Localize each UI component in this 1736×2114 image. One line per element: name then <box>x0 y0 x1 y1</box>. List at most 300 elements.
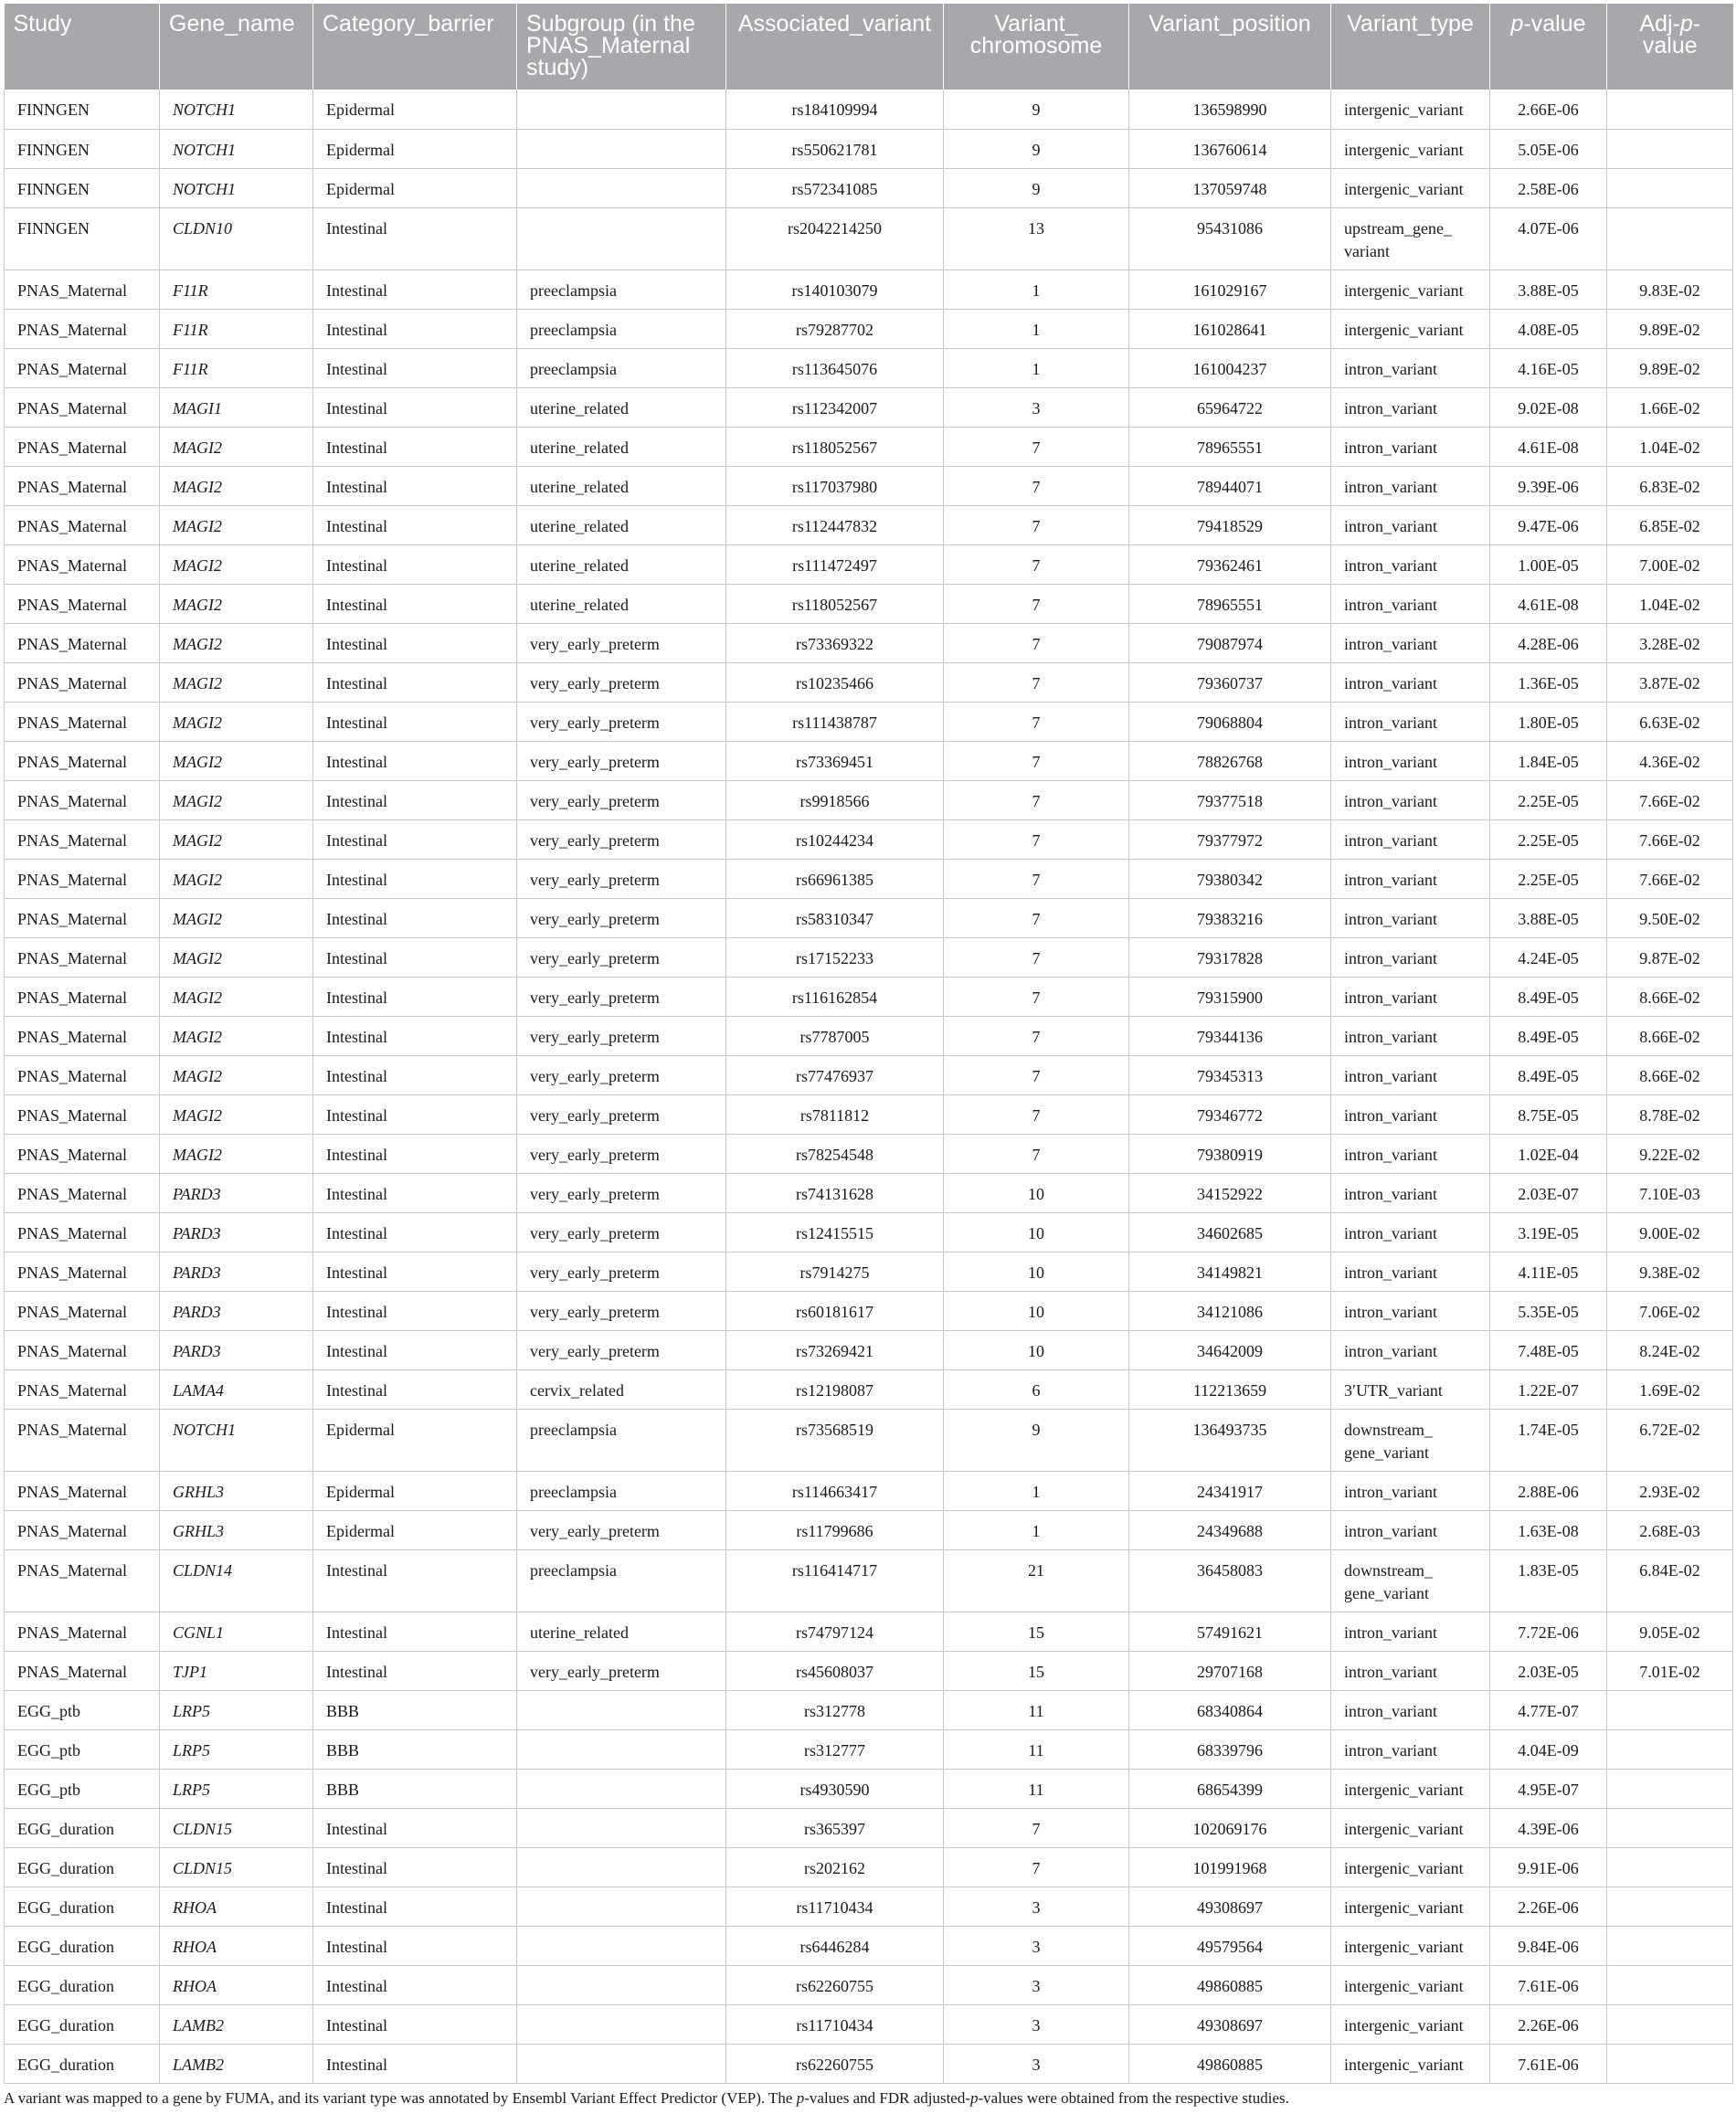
cell-subgroup <box>517 90 726 129</box>
cell-p-value: 3.19E-05 <box>1490 1212 1607 1252</box>
table-row <box>5 2044 1733 2083</box>
cell-variant-chromosome: 11 <box>944 1769 1129 1808</box>
cell-adj-p-value: 8.66E-02 <box>1607 1055 1733 1094</box>
cell-subgroup: very_early_preterm <box>517 1094 726 1134</box>
cell-associated-variant: rs117037980 <box>726 466 944 505</box>
cell-variant-type: intron_variant <box>1331 1651 1490 1690</box>
cell-variant-position: 161028641 <box>1129 309 1331 348</box>
cell-subgroup: very_early_preterm <box>517 741 726 780</box>
cell-gene-name: F11R <box>160 309 313 348</box>
cell-variant-position: 79068804 <box>1129 702 1331 741</box>
cell-p-value: 4.07E-06 <box>1490 207 1607 270</box>
cell-gene-name: PARD3 <box>160 1330 313 1369</box>
cell-adj-p-value: 7.10E-03 <box>1607 1173 1733 1212</box>
cell-p-value: 4.61E-08 <box>1490 584 1607 623</box>
cell-category-barrier: BBB <box>313 1690 517 1729</box>
cell-subgroup: very_early_preterm <box>517 702 726 741</box>
cell-variant-position: 29707168 <box>1129 1651 1331 1690</box>
cell-variant-chromosome: 3 <box>944 2004 1129 2044</box>
cell-variant-position: 78944071 <box>1129 466 1331 505</box>
cell-subgroup: uterine_related <box>517 505 726 544</box>
cell-p-value: 9.39E-06 <box>1490 466 1607 505</box>
cell-p-value: 7.61E-06 <box>1490 2044 1607 2083</box>
cell-gene-name: LRP5 <box>160 1769 313 1808</box>
cell-adj-p-value: 4.36E-02 <box>1607 741 1733 780</box>
cell-variant-chromosome: 7 <box>944 544 1129 584</box>
cell-category-barrier: Intestinal <box>313 1134 517 1173</box>
cell-subgroup: uterine_related <box>517 1612 726 1651</box>
cell-adj-p-value: 3.87E-02 <box>1607 662 1733 702</box>
cell-associated-variant: rs312777 <box>726 1729 944 1769</box>
cell-subgroup <box>517 1769 726 1808</box>
cell-variant-type: intron_variant <box>1331 1252 1490 1291</box>
cell-associated-variant: rs572341085 <box>726 168 944 207</box>
cell-gene-name: NOTCH1 <box>160 1409 313 1471</box>
table-row <box>5 662 1733 702</box>
cell-variant-position: 95431086 <box>1129 207 1331 270</box>
variant-table-container <box>4 4 1732 2084</box>
cell-study: PNAS_Maternal <box>5 1212 160 1252</box>
cell-p-value: 8.49E-05 <box>1490 977 1607 1016</box>
cell-variant-chromosome: 7 <box>944 977 1129 1016</box>
cell-category-barrier: Intestinal <box>313 1847 517 1887</box>
cell-variant-position: 65964722 <box>1129 387 1331 427</box>
cell-subgroup <box>517 2044 726 2083</box>
cell-subgroup <box>517 168 726 207</box>
footnote-part-3: -values were obtained from the respective studies. <box>978 2089 1289 2107</box>
cell-study: FINNGEN <box>5 168 160 207</box>
cell-gene-name: MAGI2 <box>160 662 313 702</box>
table-row <box>5 1612 1733 1651</box>
cell-variant-chromosome: 11 <box>944 1690 1129 1729</box>
cell-study: PNAS_Maternal <box>5 819 160 859</box>
cell-associated-variant: rs112342007 <box>726 387 944 427</box>
cell-category-barrier: Intestinal <box>313 937 517 977</box>
cell-gene-name: LAMA4 <box>160 1369 313 1409</box>
cell-subgroup <box>517 2004 726 2044</box>
table-row <box>5 1369 1733 1409</box>
cell-p-value: 7.72E-06 <box>1490 1612 1607 1651</box>
cell-variant-chromosome: 7 <box>944 1808 1129 1847</box>
cell-adj-p-value: 9.87E-02 <box>1607 937 1733 977</box>
cell-adj-p-value: 1.66E-02 <box>1607 387 1733 427</box>
cell-p-value: 1.74E-05 <box>1490 1409 1607 1471</box>
cell-adj-p-value: 1.04E-02 <box>1607 584 1733 623</box>
cell-adj-p-value <box>1607 207 1733 270</box>
cell-gene-name: PARD3 <box>160 1173 313 1212</box>
cell-associated-variant: rs62260755 <box>726 2044 944 2083</box>
cell-study: PNAS_Maternal <box>5 859 160 898</box>
cell-associated-variant: rs66961385 <box>726 859 944 898</box>
cell-associated-variant: rs10235466 <box>726 662 944 702</box>
cell-variant-type: intergenic_variant <box>1331 1926 1490 1965</box>
cell-variant-type: 3′UTR_variant <box>1331 1369 1490 1409</box>
cell-gene-name: MAGI2 <box>160 544 313 584</box>
cell-p-value: 5.35E-05 <box>1490 1291 1607 1330</box>
cell-variant-position: 68654399 <box>1129 1769 1331 1808</box>
table-row <box>5 1549 1733 1612</box>
cell-associated-variant: rs116414717 <box>726 1549 944 1612</box>
cell-adj-p-value: 8.66E-02 <box>1607 1016 1733 1055</box>
cell-subgroup: uterine_related <box>517 544 726 584</box>
cell-adj-p-value <box>1607 2044 1733 2083</box>
cell-study: EGG_duration <box>5 1887 160 1926</box>
cell-adj-p-value: 7.06E-02 <box>1607 1291 1733 1330</box>
cell-variant-type: intron_variant <box>1331 819 1490 859</box>
cell-adj-p-value <box>1607 1690 1733 1729</box>
cell-variant-type: downstream_ gene_variant <box>1331 1549 1490 1612</box>
cell-category-barrier: Intestinal <box>313 1016 517 1055</box>
cell-associated-variant: rs118052567 <box>726 584 944 623</box>
cell-subgroup: very_early_preterm <box>517 623 726 662</box>
cell-gene-name: MAGI2 <box>160 466 313 505</box>
cell-subgroup: preeclampsia <box>517 309 726 348</box>
table-row <box>5 1965 1733 2004</box>
cell-variant-position: 79418529 <box>1129 505 1331 544</box>
cell-gene-name: GRHL3 <box>160 1471 313 1510</box>
cell-study: EGG_duration <box>5 2004 160 2044</box>
cell-variant-position: 79315900 <box>1129 977 1331 1016</box>
cell-adj-p-value: 6.63E-02 <box>1607 702 1733 741</box>
cell-p-value: 4.95E-07 <box>1490 1769 1607 1808</box>
header-associated-variant: Associated_variant <box>726 4 944 90</box>
table-row <box>5 623 1733 662</box>
cell-associated-variant: rs140103079 <box>726 270 944 309</box>
cell-p-value: 1.83E-05 <box>1490 1549 1607 1612</box>
cell-study: EGG_duration <box>5 1965 160 2004</box>
cell-associated-variant: rs114663417 <box>726 1471 944 1510</box>
cell-category-barrier: Intestinal <box>313 1291 517 1330</box>
cell-associated-variant: rs2042214250 <box>726 207 944 270</box>
table-row <box>5 207 1733 270</box>
cell-p-value: 2.25E-05 <box>1490 780 1607 819</box>
cell-study: FINNGEN <box>5 129 160 168</box>
cell-variant-position: 78965551 <box>1129 427 1331 466</box>
cell-subgroup: very_early_preterm <box>517 898 726 937</box>
cell-variant-type: upstream_gene_ variant <box>1331 207 1490 270</box>
cell-category-barrier: Intestinal <box>313 1330 517 1369</box>
cell-variant-chromosome: 7 <box>944 1094 1129 1134</box>
table-row <box>5 505 1733 544</box>
cell-variant-chromosome: 10 <box>944 1291 1129 1330</box>
footnote-p-1: p <box>796 2089 805 2107</box>
cell-subgroup: very_early_preterm <box>517 1055 726 1094</box>
cell-variant-chromosome: 1 <box>944 1510 1129 1549</box>
cell-variant-chromosome: 7 <box>944 780 1129 819</box>
cell-subgroup: very_early_preterm <box>517 1252 726 1291</box>
cell-variant-chromosome: 7 <box>944 662 1129 702</box>
cell-variant-type: intron_variant <box>1331 348 1490 387</box>
cell-variant-type: intron_variant <box>1331 1729 1490 1769</box>
cell-gene-name: NOTCH1 <box>160 168 313 207</box>
cell-variant-position: 79344136 <box>1129 1016 1331 1055</box>
cell-gene-name: LAMB2 <box>160 2004 313 2044</box>
cell-category-barrier: Epidermal <box>313 1409 517 1471</box>
cell-category-barrier: Epidermal <box>313 129 517 168</box>
cell-subgroup: preeclampsia <box>517 1549 726 1612</box>
cell-variant-chromosome: 10 <box>944 1252 1129 1291</box>
cell-adj-p-value: 2.93E-02 <box>1607 1471 1733 1510</box>
cell-study: PNAS_Maternal <box>5 1510 160 1549</box>
cell-variant-position: 79346772 <box>1129 1094 1331 1134</box>
cell-category-barrier: Intestinal <box>313 1612 517 1651</box>
cell-variant-type: intron_variant <box>1331 1612 1490 1651</box>
cell-study: PNAS_Maternal <box>5 741 160 780</box>
cell-variant-type: intron_variant <box>1331 1212 1490 1252</box>
cell-associated-variant: rs73369322 <box>726 623 944 662</box>
cell-adj-p-value: 9.83E-02 <box>1607 270 1733 309</box>
cell-adj-p-value: 1.69E-02 <box>1607 1369 1733 1409</box>
cell-variant-chromosome: 3 <box>944 1965 1129 2004</box>
table-row <box>5 1847 1733 1887</box>
cell-variant-position: 57491621 <box>1129 1612 1331 1651</box>
cell-category-barrier: Intestinal <box>313 348 517 387</box>
cell-associated-variant: rs12415515 <box>726 1212 944 1252</box>
cell-category-barrier: Intestinal <box>313 387 517 427</box>
cell-p-value: 2.26E-06 <box>1490 1887 1607 1926</box>
cell-subgroup: uterine_related <box>517 584 726 623</box>
cell-category-barrier: Intestinal <box>313 1369 517 1409</box>
cell-subgroup: very_early_preterm <box>517 1291 726 1330</box>
cell-associated-variant: rs10244234 <box>726 819 944 859</box>
cell-variant-position: 79360737 <box>1129 662 1331 702</box>
cell-subgroup: very_early_preterm <box>517 1330 726 1369</box>
cell-variant-type: intergenic_variant <box>1331 309 1490 348</box>
cell-variant-position: 79380342 <box>1129 859 1331 898</box>
cell-gene-name: CLDN14 <box>160 1549 313 1612</box>
cell-subgroup: very_early_preterm <box>517 1212 726 1252</box>
cell-variant-type: intron_variant <box>1331 623 1490 662</box>
cell-subgroup <box>517 207 726 270</box>
cell-variant-type: intergenic_variant <box>1331 270 1490 309</box>
cell-variant-chromosome: 10 <box>944 1173 1129 1212</box>
cell-associated-variant: rs312778 <box>726 1690 944 1729</box>
cell-gene-name: LRP5 <box>160 1729 313 1769</box>
cell-category-barrier: Intestinal <box>313 1965 517 2004</box>
cell-study: FINNGEN <box>5 90 160 129</box>
cell-gene-name: LAMB2 <box>160 2044 313 2083</box>
cell-associated-variant: rs9918566 <box>726 780 944 819</box>
cell-study: PNAS_Maternal <box>5 977 160 1016</box>
cell-study: EGG_duration <box>5 2044 160 2083</box>
cell-category-barrier: Intestinal <box>313 544 517 584</box>
cell-study: PNAS_Maternal <box>5 1330 160 1369</box>
cell-adj-p-value <box>1607 129 1733 168</box>
cell-variant-chromosome: 10 <box>944 1330 1129 1369</box>
cell-variant-position: 79345313 <box>1129 1055 1331 1094</box>
cell-associated-variant: rs112447832 <box>726 505 944 544</box>
cell-category-barrier: Intestinal <box>313 741 517 780</box>
cell-subgroup: preeclampsia <box>517 270 726 309</box>
cell-p-value: 4.11E-05 <box>1490 1252 1607 1291</box>
cell-gene-name: RHOA <box>160 1926 313 1965</box>
cell-variant-type: intron_variant <box>1331 1173 1490 1212</box>
table-row <box>5 168 1733 207</box>
cell-study: PNAS_Maternal <box>5 387 160 427</box>
cell-gene-name: CGNL1 <box>160 1612 313 1651</box>
cell-study: PNAS_Maternal <box>5 1252 160 1291</box>
cell-p-value: 9.84E-06 <box>1490 1926 1607 1965</box>
cell-associated-variant: rs74131628 <box>726 1173 944 1212</box>
footnote-part-1: A variant was mapped to a gene by FUMA, and its variant type was annotated by Ensembl Variant Effect Predictor (VEP). The <box>4 2089 797 2107</box>
cell-category-barrier: Intestinal <box>313 1549 517 1612</box>
cell-variant-chromosome: 7 <box>944 859 1129 898</box>
cell-gene-name: PARD3 <box>160 1291 313 1330</box>
cell-study: PNAS_Maternal <box>5 270 160 309</box>
header-category-barrier: Category_barrier <box>313 4 517 90</box>
cell-category-barrier: Intestinal <box>313 207 517 270</box>
footnote-p-2: p <box>970 2089 979 2107</box>
cell-adj-p-value: 9.05E-02 <box>1607 1612 1733 1651</box>
table-row <box>5 1330 1733 1369</box>
cell-variant-chromosome: 1 <box>944 270 1129 309</box>
cell-adj-p-value: 6.72E-02 <box>1607 1409 1733 1471</box>
cell-variant-position: 36458083 <box>1129 1549 1331 1612</box>
cell-category-barrier: Intestinal <box>313 309 517 348</box>
cell-subgroup: uterine_related <box>517 466 726 505</box>
cell-subgroup: very_early_preterm <box>517 1134 726 1173</box>
cell-study: EGG_duration <box>5 1926 160 1965</box>
cell-p-value: 4.08E-05 <box>1490 309 1607 348</box>
cell-gene-name: PARD3 <box>160 1252 313 1291</box>
cell-adj-p-value <box>1607 168 1733 207</box>
cell-p-value: 8.49E-05 <box>1490 1016 1607 1055</box>
cell-category-barrier: BBB <box>313 1769 517 1808</box>
cell-study: PNAS_Maternal <box>5 780 160 819</box>
cell-p-value: 2.25E-05 <box>1490 819 1607 859</box>
table-row <box>5 2004 1733 2044</box>
table-row <box>5 1409 1733 1471</box>
cell-study: PNAS_Maternal <box>5 466 160 505</box>
cell-adj-p-value <box>1607 1808 1733 1847</box>
cell-subgroup <box>517 1926 726 1965</box>
cell-adj-p-value: 9.00E-02 <box>1607 1212 1733 1252</box>
header-adj-suffix: -value <box>1642 11 1701 58</box>
cell-variant-type: intergenic_variant <box>1331 168 1490 207</box>
cell-associated-variant: rs118052567 <box>726 427 944 466</box>
cell-gene-name: NOTCH1 <box>160 90 313 129</box>
cell-category-barrier: Intestinal <box>313 1055 517 1094</box>
cell-adj-p-value <box>1607 1847 1733 1887</box>
cell-variant-type: intron_variant <box>1331 466 1490 505</box>
cell-study: PNAS_Maternal <box>5 898 160 937</box>
cell-variant-type: intron_variant <box>1331 584 1490 623</box>
cell-variant-chromosome: 3 <box>944 2044 1129 2083</box>
cell-adj-p-value: 7.66E-02 <box>1607 859 1733 898</box>
cell-variant-position: 102069176 <box>1129 1808 1331 1847</box>
cell-adj-p-value <box>1607 90 1733 129</box>
cell-variant-position: 79380919 <box>1129 1134 1331 1173</box>
cell-variant-chromosome: 11 <box>944 1729 1129 1769</box>
cell-adj-p-value: 9.38E-02 <box>1607 1252 1733 1291</box>
cell-associated-variant: rs12198087 <box>726 1369 944 1409</box>
cell-variant-position: 68340864 <box>1129 1690 1331 1729</box>
cell-variant-position: 78826768 <box>1129 741 1331 780</box>
header-variant-position: Variant_position <box>1129 4 1331 90</box>
cell-category-barrier: Epidermal <box>313 90 517 129</box>
cell-gene-name: LRP5 <box>160 1690 313 1729</box>
table-row <box>5 387 1733 427</box>
cell-variant-type: intron_variant <box>1331 427 1490 466</box>
cell-gene-name: NOTCH1 <box>160 129 313 168</box>
table-row <box>5 466 1733 505</box>
cell-gene-name: MAGI2 <box>160 702 313 741</box>
cell-variant-chromosome: 9 <box>944 90 1129 129</box>
cell-study: PNAS_Maternal <box>5 702 160 741</box>
cell-variant-type: intron_variant <box>1331 505 1490 544</box>
table-row <box>5 819 1733 859</box>
cell-variant-chromosome: 6 <box>944 1369 1129 1409</box>
cell-variant-chromosome: 7 <box>944 741 1129 780</box>
cell-variant-chromosome: 9 <box>944 168 1129 207</box>
header-adj-p-italic: p <box>1679 11 1693 37</box>
cell-category-barrier: Intestinal <box>313 2004 517 2044</box>
cell-adj-p-value: 7.66E-02 <box>1607 780 1733 819</box>
header-p-value <box>1490 4 1607 90</box>
cell-category-barrier: BBB <box>313 1729 517 1769</box>
cell-variant-chromosome: 15 <box>944 1612 1129 1651</box>
cell-adj-p-value: 6.85E-02 <box>1607 505 1733 544</box>
table-row <box>5 1252 1733 1291</box>
cell-variant-chromosome: 7 <box>944 427 1129 466</box>
table-row <box>5 1887 1733 1926</box>
cell-variant-type: intron_variant <box>1331 702 1490 741</box>
cell-associated-variant: rs11710434 <box>726 1887 944 1926</box>
cell-variant-chromosome: 10 <box>944 1212 1129 1252</box>
cell-adj-p-value: 7.00E-02 <box>1607 544 1733 584</box>
table-row <box>5 90 1733 129</box>
cell-variant-type: intron_variant <box>1331 662 1490 702</box>
cell-p-value: 1.63E-08 <box>1490 1510 1607 1549</box>
cell-variant-chromosome: 7 <box>944 623 1129 662</box>
cell-subgroup <box>517 1887 726 1926</box>
cell-p-value: 8.49E-05 <box>1490 1055 1607 1094</box>
cell-subgroup: very_early_preterm <box>517 1016 726 1055</box>
cell-associated-variant: rs58310347 <box>726 898 944 937</box>
header-adj-p-value <box>1607 4 1733 90</box>
cell-variant-chromosome: 7 <box>944 1055 1129 1094</box>
cell-study: EGG_ptb <box>5 1769 160 1808</box>
cell-variant-chromosome: 1 <box>944 1471 1129 1510</box>
cell-variant-chromosome: 3 <box>944 387 1129 427</box>
cell-variant-position: 79362461 <box>1129 544 1331 584</box>
cell-variant-position: 136493735 <box>1129 1409 1331 1471</box>
cell-category-barrier: Intestinal <box>313 1808 517 1847</box>
cell-adj-p-value <box>1607 2004 1733 2044</box>
cell-gene-name: MAGI1 <box>160 387 313 427</box>
cell-subgroup: very_early_preterm <box>517 819 726 859</box>
table-row <box>5 1094 1733 1134</box>
cell-variant-type: intron_variant <box>1331 1291 1490 1330</box>
cell-study: PNAS_Maternal <box>5 1549 160 1612</box>
table-row <box>5 270 1733 309</box>
cell-p-value: 4.77E-07 <box>1490 1690 1607 1729</box>
cell-gene-name: MAGI2 <box>160 819 313 859</box>
cell-p-value: 1.36E-05 <box>1490 662 1607 702</box>
cell-study: PNAS_Maternal <box>5 544 160 584</box>
cell-category-barrier: Intestinal <box>313 427 517 466</box>
table-row <box>5 702 1733 741</box>
cell-gene-name: MAGI2 <box>160 859 313 898</box>
cell-subgroup: very_early_preterm <box>517 977 726 1016</box>
cell-study: PNAS_Maternal <box>5 309 160 348</box>
cell-variant-position: 136760614 <box>1129 129 1331 168</box>
cell-adj-p-value: 8.66E-02 <box>1607 977 1733 1016</box>
cell-p-value: 5.05E-06 <box>1490 129 1607 168</box>
cell-study: EGG_ptb <box>5 1690 160 1729</box>
cell-associated-variant: rs73269421 <box>726 1330 944 1369</box>
header-subgroup: Subgroup (in the PNAS_Maternal study) <box>517 4 726 90</box>
